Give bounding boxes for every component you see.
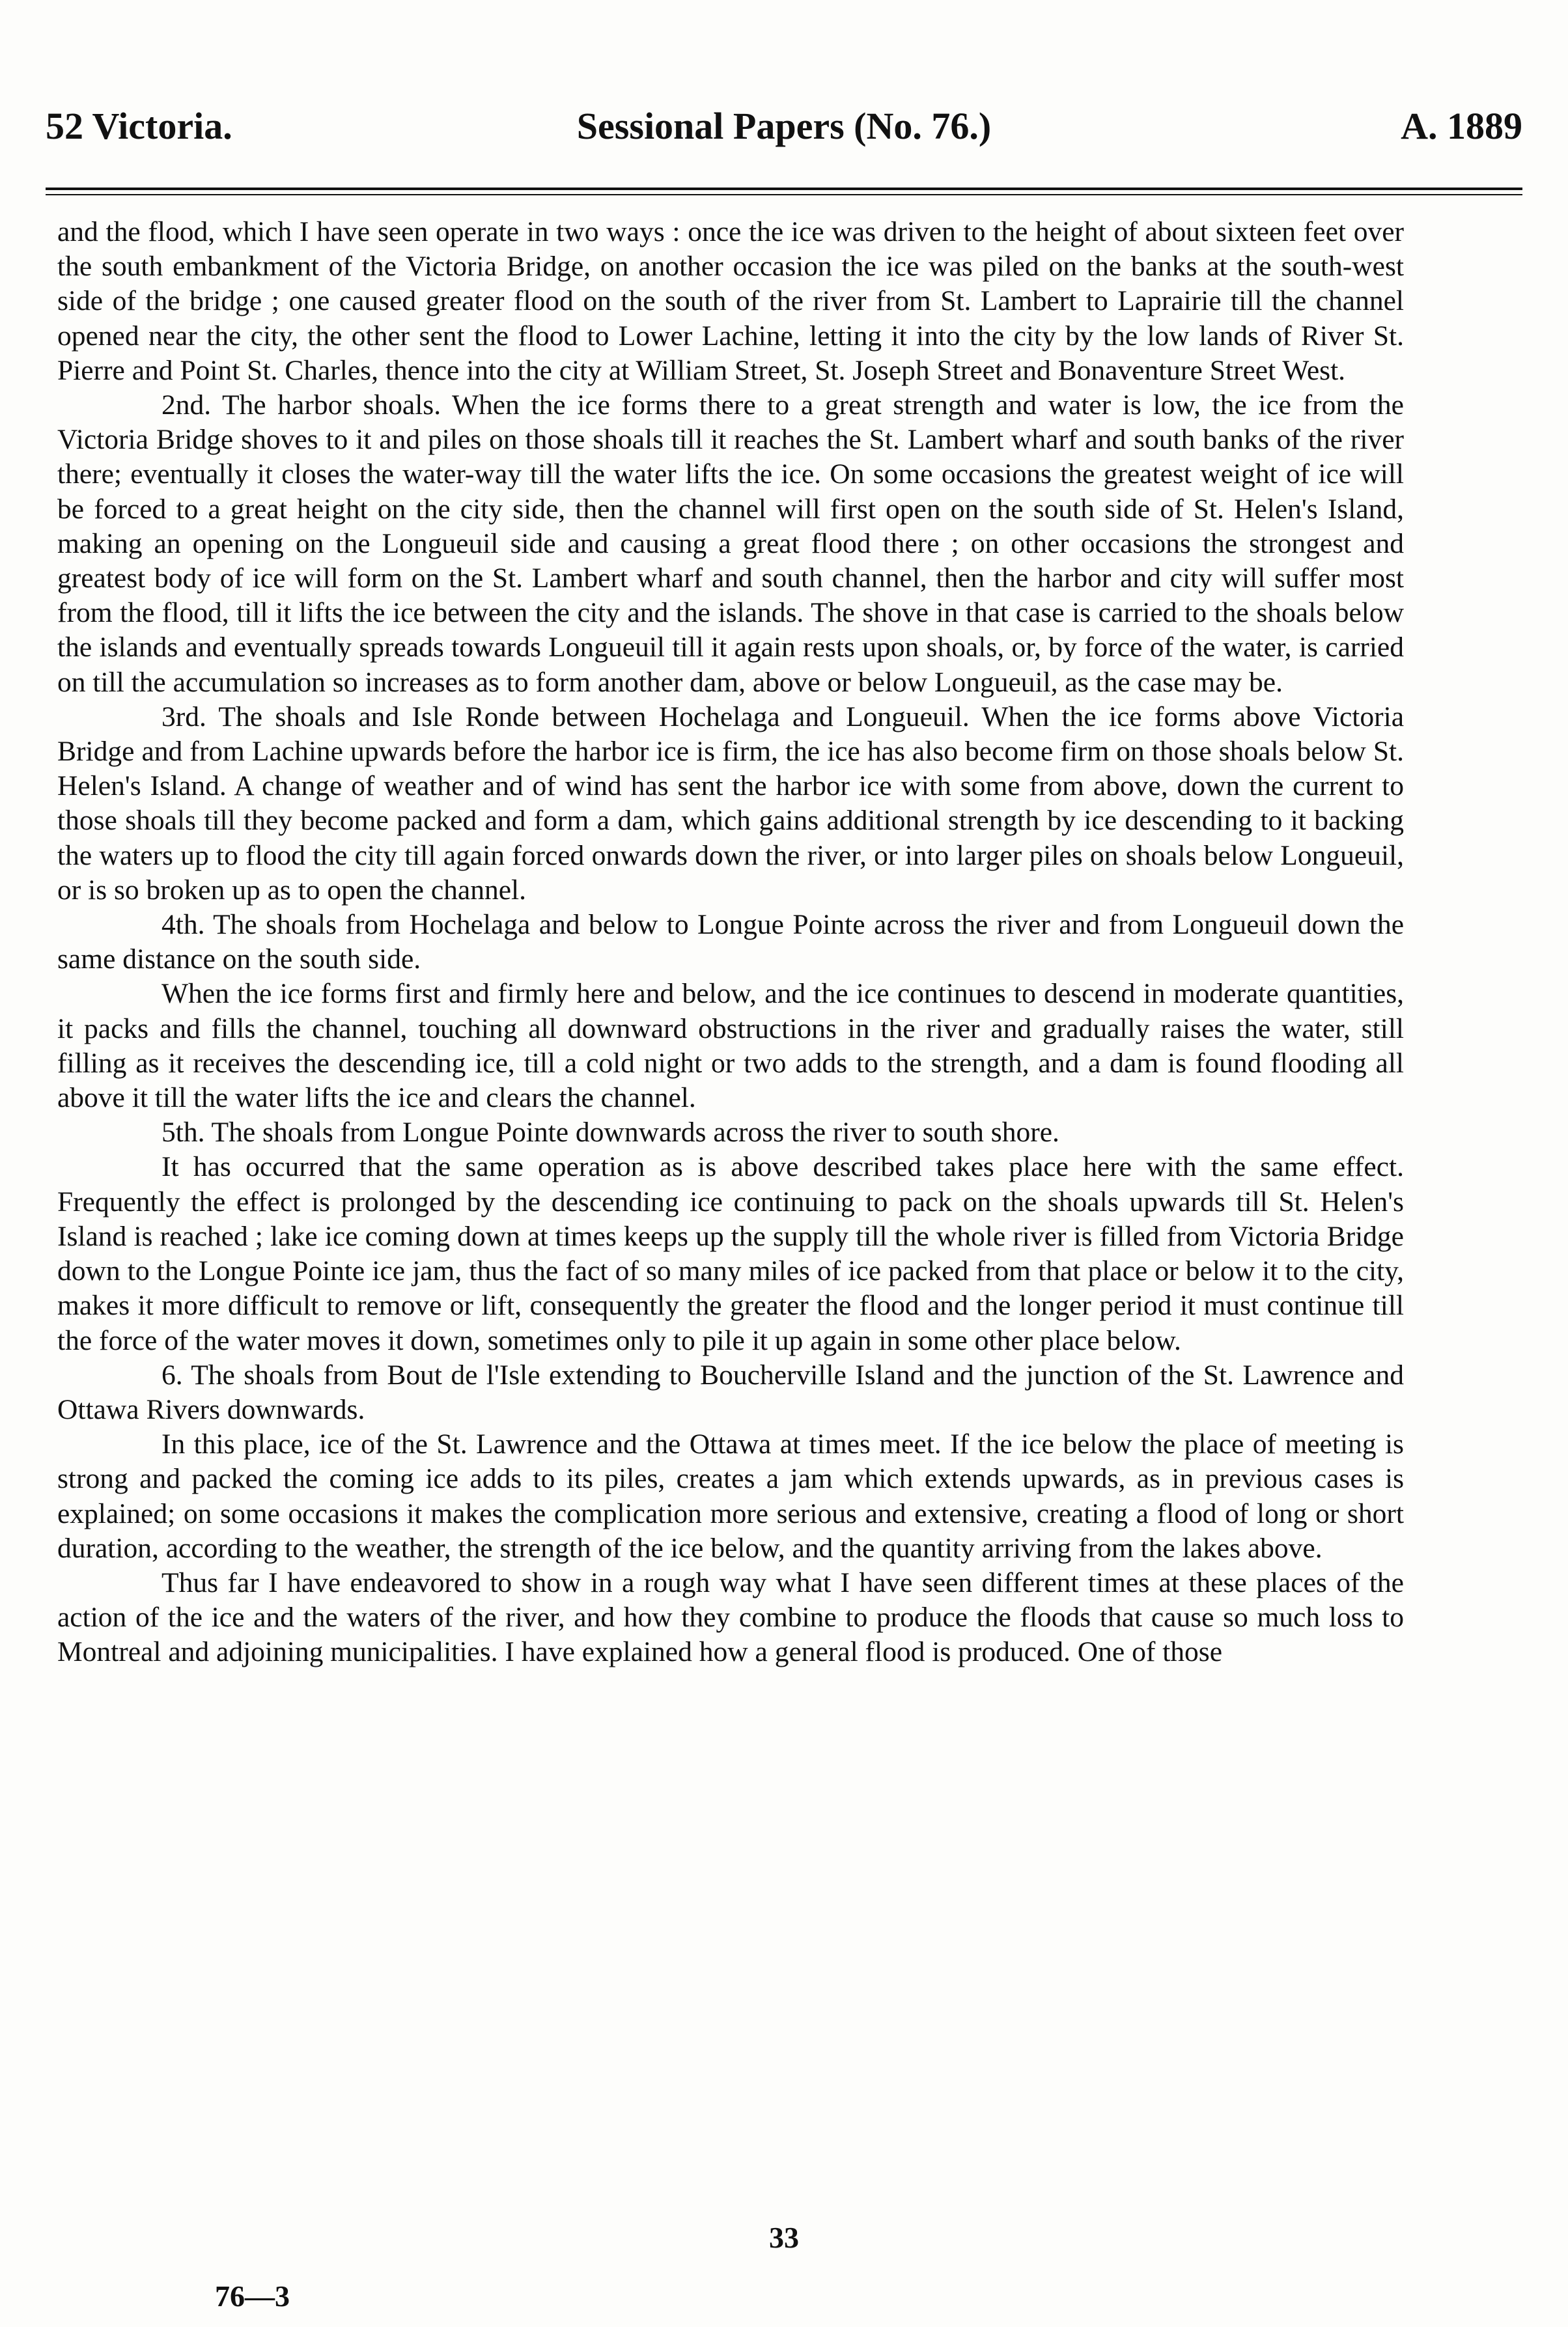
paragraph: 3rd. The shoals and Isle Ronde between Hochelaga and Longueuil. When the ice forms above Victoria Bridge and from Lachine upwards before the harbor ice is firm, the ice has also become firm on those shoals below St. Helen's Island. A change of weather and of wind has sent the harbor ice with some from above, down the current to those shoals till they become packed and form a dam, which gains additional strength by ice descending to it backing the waters up to flood the city till again forced onwards down the river, or into larger piles on shoals below Longueuil, or is so broken up as to open the channel.	[57, 701, 1404, 906]
paragraph: Thus far I have endeavored to show in a rough way what I have seen different times at these places of the action of the ice and the waters of the river, and how they combine to produce the floods that cause so much loss to Montreal and adjoining municipalities. I have explained how a general flood is produced. One of those	[57, 1567, 1404, 1668]
document-title: Sessional Papers (No. 76.)	[576, 105, 992, 147]
paragraph: and the flood, which I have seen operate in two ways : once the ice was driven to the height of about sixteen feet over the south embankment of the Victoria Bridge, on another occasion the ice was piled on the banks at the south-west side of the bridge ; one caused greater flood on the south of the river from St. Lambert to Laprairie till the channel opened near the city, the other sent the flood to Lower Lachine, letting it into the city by the low lands of River St. Pierre and Point St. Charles, thence into the city at William Street, St. Joseph Street and Bonaventure Street West.	[57, 216, 1404, 386]
paragraph: When the ice forms first and firmly here and below, and the ice continues to descend in moderate quantities, it packs and fills the channel, touching all downward obstructions in the river and gradually raises the water, still filling as it receives the descending ice, till a cold night or two adds to the strength, and a dam is found flooding all above it till the water lifts the ice and clears the channel.	[57, 978, 1404, 1114]
header-rule-thin	[46, 194, 1522, 195]
body-text	[57, 215, 1404, 1670]
header-rule-thick	[46, 188, 1522, 190]
paragraph: 4th. The shoals from Hochelaga and below to Longue Pointe across the river and from Longueuil down the same distance on the south side.	[57, 909, 1404, 975]
page-number: 33	[769, 2221, 799, 2254]
paragraph: 6. The shoals from Bout de l'Isle extending to Boucherville Island and the junction of the St. Lawrence and Ottawa Rivers downwards.	[57, 1359, 1404, 1425]
signature-mark: 76—3	[215, 2279, 290, 2313]
volume-label: 52 Victoria.	[46, 105, 232, 147]
paragraph: 2nd. The harbor shoals. When the ice forms there to a great strength and water is low, the ice from the Victoria Bridge shoves to it and piles on those shoals till it reaches the St. Lambert wharf and south banks of the river there; eventually it closes the water-way till the water lifts the ice. On some occasions the greatest weight of ice will be forced to a great height on the city side, then the channel will first open on the south side of St. Helen's Island, making an opening on the Longueuil side and causing a great flood there ; on other occasions the strongest and greatest body of ice will form on the St. Lambert wharf and south channel, then the harbor and city will suffer most from the flood, till it lifts the ice between the city and the islands. The shove in that case is carried to the shoals below the islands and eventually spreads towards Longueuil till it again rests upon shoals, or, by force of the water, is carried on till the accumulation so increases as to form another dam, above or below Longueuil, as the case may be.	[57, 389, 1404, 698]
paragraph: It has occurred that the same operation as is above described takes place here with the same effect. Frequently the effect is prolonged by the descending ice continuing to pack on the shoals upwards till St. Helen's Island is reached ; lake ice coming down at times keeps up the supply till the whole river is filled from Victoria Bridge down to the Longue Pointe ice jam, thus the fact of so many miles of ice packed from that place or below it to the city, makes it more difficult to remove or lift, consequently the greater the flood and the longer period it must continue till the force of the water moves it down, sometimes only to pile it up again in some other place below.	[57, 1151, 1404, 1356]
page-header	[46, 104, 1522, 163]
paragraph: In this place, ice of the St. Lawrence and the Ottawa at times meet. If the ice below the place of meeting is strong and packed the coming ice adds to its piles, creates a jam which extends upwards, as in previous cases is explained; on some occasions it makes the complication more serious and extensive, creating a flood of long or short duration, according to the weather, the strength of the ice below, and the quantity arriving from the lakes above.	[57, 1428, 1404, 1564]
paragraph: 5th. The shoals from Longue Pointe downwards across the river to south shore.	[161, 1117, 1059, 1149]
year-label: A. 1889	[1401, 105, 1522, 147]
